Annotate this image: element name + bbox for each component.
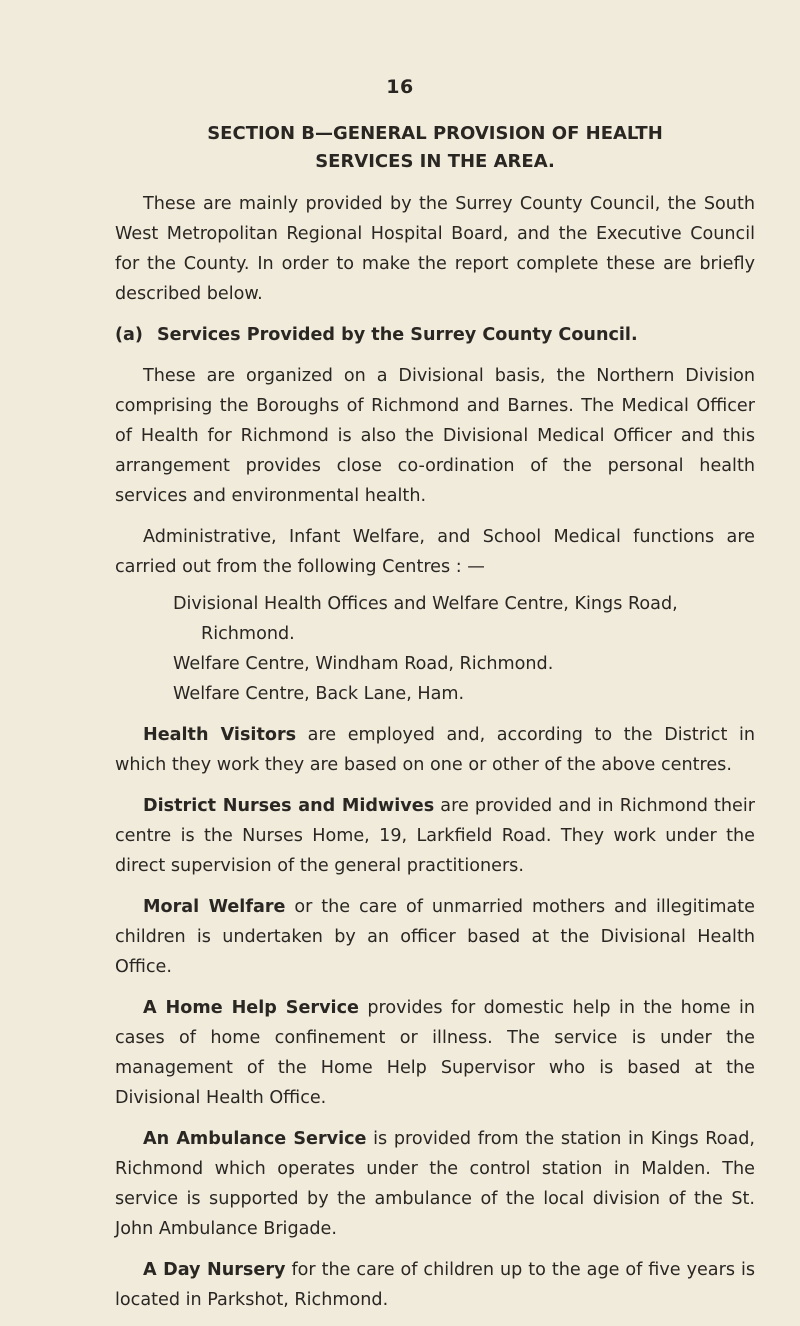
centre-item-kings-road <box>115 589 755 649</box>
section-title-line-2: SERVICES IN THE AREA. <box>315 151 555 172</box>
district-nurses-lead: District Nurses and Midwives <box>143 796 435 816</box>
health-visitors-text: are employed and, according to the District in which they work they are based on one or other of the above centres. <box>115 725 755 775</box>
page-content <box>115 120 755 1326</box>
subsection-a-label: (a) <box>115 325 143 345</box>
district-nurses-text: are provided and in Richmond their centre is the Nurses Home, 19, Larkfield Road. They work under the direct supervision of the general practitioners. <box>115 796 755 876</box>
section-title-line-1: SECTION B—GENERAL PROVISION OF HEALTH <box>207 123 663 144</box>
divisional-basis-paragraph: These are organized on a Divisional basis, the Northern Division comprising the Boroughs of Richmond and Barnes. The Medical Officer of Health for Richmond is also the Divisional Medical Officer and this arrangement provides close co-ordination of the personal health services and environmental health. <box>115 366 755 506</box>
day-nursery-paragraph <box>115 1255 755 1315</box>
centre-item-back-lane: Welfare Centre, Back Lane, Ham. <box>173 684 465 704</box>
moral-welfare-paragraph <box>115 892 755 982</box>
moral-welfare-lead: Moral Welfare <box>143 897 286 917</box>
centres-intro-paragraph: Administrative, Infant Welfare, and School Medical functions are carried out from the following Centres : — <box>115 527 755 577</box>
section-title <box>115 120 755 176</box>
centre-item-windham-road: Welfare Centre, Windham Road, Richmond. <box>173 654 554 674</box>
day-nursery-lead: A Day Nursery <box>143 1260 286 1280</box>
home-help-text: provides for domestic help in the home in cases of home confinement or illness. The service is under the management of the Home Help Supervisor who is based at the Divisional Health Office. <box>115 998 755 1108</box>
district-nurses-paragraph <box>115 791 755 881</box>
home-help-lead: A Home Help Service <box>143 998 359 1018</box>
ambulance-text: is provided from the station in Kings Road, Richmond which operates under the control station in Malden. The service is supported by the ambulance of the local division of the St. John Ambulance Brigade. <box>115 1129 755 1239</box>
moral-welfare-text: or the care of unmarried mothers and illegitimate children is undertaken by an officer based at the Divisional Health Office. <box>115 897 755 977</box>
centre-kings-road-line-2: Richmond. <box>201 624 295 644</box>
health-visitors-paragraph <box>115 720 755 780</box>
intro-paragraph: These are mainly provided by the Surrey County Council, the South West Metropolitan Regional Hospital Board, and the Executive Council for the County. In order to make the report complete these are briefly described below. <box>115 194 755 304</box>
centre-kings-road-line-1: Divisional Health Offices and Welfare Centre, Kings Road, <box>173 594 678 614</box>
home-help-paragraph <box>115 993 755 1113</box>
subsection-a-heading <box>115 320 755 350</box>
day-nursery-text: for the care of children up to the age of five years is located in Parkshot, Richmond. <box>115 1260 755 1310</box>
subsection-a-title: Services Provided by the Surrey County Council. <box>156 325 638 345</box>
centres-list <box>115 589 755 709</box>
health-visitors-lead: Health Visitors <box>143 725 297 745</box>
page-number: 16 <box>386 76 414 98</box>
ambulance-paragraph <box>115 1124 755 1244</box>
ambulance-lead: An Ambulance Service <box>143 1129 367 1149</box>
